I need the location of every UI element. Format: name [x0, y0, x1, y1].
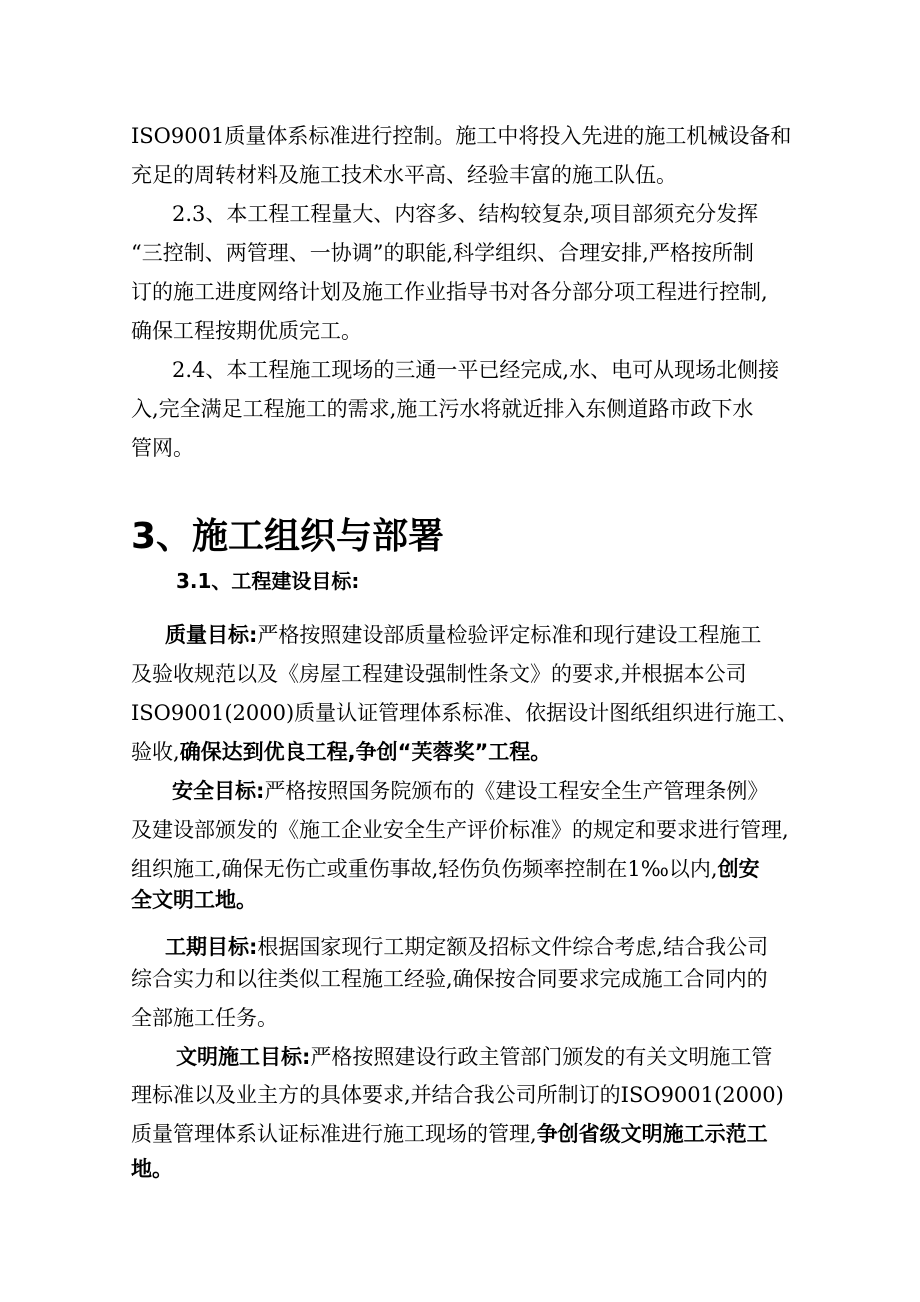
paragraph-2-3-line-3: 订的施工进度网络计划及施工作业指导书对各分部分项工程进行控制,	[131, 280, 768, 304]
quality-goal-emphasis: 确保达到优良工程,争创“芙蓉奖”工程。	[179, 740, 552, 764]
civilization-goal-emphasis-1: 争创省级文明施工示范工	[536, 1122, 768, 1146]
schedule-goal-line-3: 全部施工任务。	[131, 1006, 278, 1030]
safety-goal-line-1	[172, 776, 768, 806]
schedule-goal-line-1	[165, 932, 768, 962]
civilization-goal-line-3	[131, 1119, 768, 1149]
schedule-goal-label: 工期目标:	[165, 935, 258, 959]
paragraph-2-4-line-2: 入,完全满足工程施工的需求,施工污水将就近排入东侧道路市政下水	[131, 397, 754, 421]
quality-goal-line-1	[165, 620, 761, 650]
paragraph-2-3-line-2: “三控制、两管理、一协调”的职能,科学组织、合理安排,严格按所制	[131, 241, 754, 265]
safety-goal-line-2: 及建设部颁发的《施工企业安全生产评价标准》的规定和要求进行管理,	[131, 818, 789, 842]
paragraph-2-3-line-4: 确保工程按期优质完工。	[131, 319, 362, 343]
safety-goal-label: 安全目标:	[172, 779, 265, 803]
quality-goal-line-4	[131, 737, 551, 767]
civilization-goal-label: 文明施工目标:	[176, 1045, 311, 1069]
paragraph-2-3-line-1: 2.3、本工程工程量大、内容多、结构较复杂,项目部须充分发挥	[172, 202, 759, 226]
safety-goal-emphasis-2: 全文明工地。	[131, 888, 257, 912]
safety-goal-text-1: 严格按照国务院颁布的《建设工程安全生产管理条例》	[264, 779, 769, 803]
quality-goal-text-4a: 验收,	[131, 740, 180, 764]
schedule-goal-text-1: 根据国家现行工期定额及招标文件综合考虑,结合我公司	[257, 935, 769, 959]
paragraph-2-4-line-3: 管网。	[131, 436, 194, 460]
civilization-goal-text-1: 严格按照建设行政主管部门颁发的有关文明施工管	[310, 1045, 773, 1069]
schedule-goal-line-2: 综合实力和以往类似工程施工经验,确保按合同要求完成施工合同内的	[131, 967, 768, 991]
safety-goal-line-3	[131, 854, 760, 884]
paragraph-2-4-line-1: 2.4、本工程施工现场的三通一平已经完成,水、电可从现场北侧接	[172, 358, 780, 382]
quality-goal-line-2: 及验收规范以及《房屋工程建设强制性条文》的要求,并根据本公司	[131, 662, 747, 686]
civilization-goal-emphasis-2: 地。	[131, 1157, 173, 1181]
paragraph-1-line-1: ISO9001质量体系标准进行控制。施工中将投入先进的施工机械设备和	[131, 124, 792, 148]
quality-goal-label: 质量目标:	[165, 623, 258, 647]
safety-goal-text-3a: 组织施工,确保无伤亡或重伤事故,轻伤负伤频率控制在1‰以内,	[131, 857, 718, 881]
civilization-goal-text-3a: 质量管理体系认证标准进行施工现场的管理,	[131, 1122, 537, 1146]
civilization-goal-line-2: 理标准以及业主方的具体要求,并结合我公司所制订的ISO9001(2000)	[131, 1083, 784, 1107]
safety-goal-emphasis-1: 创安	[717, 857, 760, 881]
quality-goal-line-3: ISO9001(2000)质量认证管理体系标准、依据设计图纸组织进行施工、	[131, 701, 799, 725]
section-heading: 3、施工组织与部署	[131, 516, 445, 557]
civilization-goal-line-1	[176, 1042, 772, 1072]
section-subheading: 3.1、工程建设目标:	[176, 569, 360, 593]
quality-goal-text-1: 严格按照建设部质量检验评定标准和现行建设工程施工	[257, 623, 762, 647]
paragraph-1-line-2: 充足的周转材料及施工技术水平高、经验丰富的施工队伍。	[131, 163, 677, 187]
